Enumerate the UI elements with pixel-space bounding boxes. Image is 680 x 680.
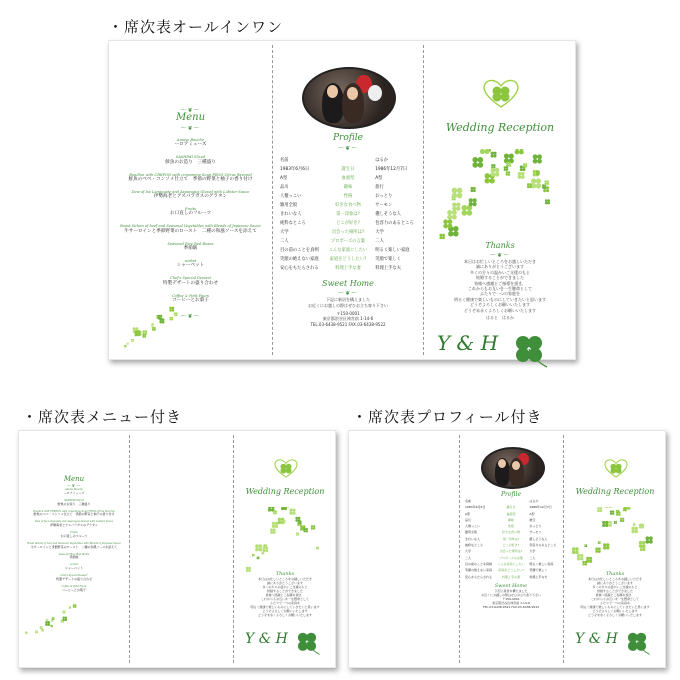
profile-answer: A型 — [375, 176, 383, 182]
menu-item-japanese: シャーベット — [176, 263, 205, 269]
profile-answer: 名前 — [280, 158, 289, 163]
profile-row — [280, 228, 416, 237]
menu-item-japanese: 季節飯 — [183, 246, 198, 251]
menu-item — [19, 564, 129, 571]
profile-answer: 旅行 — [375, 185, 384, 191]
clover-leaf-icon — [41, 629, 44, 632]
ornament-flourish: 〜❦〜 — [489, 252, 511, 259]
profile-answer: 品川 — [280, 185, 289, 191]
clover-leaf-icon — [270, 528, 276, 534]
menu-item-japanese: 鮮魚のお造り 三種盛り — [57, 501, 91, 506]
clover-leaf-icon — [610, 510, 615, 515]
menu-item-english: Coffee & Petit Fours — [171, 293, 210, 298]
fold-line — [563, 435, 564, 663]
reception-title: Wedding Reception — [245, 487, 325, 496]
thanks-title: Thanks — [275, 571, 295, 577]
menu-item — [19, 521, 129, 528]
profile-answer: 優しそうな人 — [529, 536, 548, 541]
profile-header-row — [280, 156, 416, 165]
clover-leaf-icon — [443, 219, 452, 228]
menu-item — [19, 575, 129, 582]
profile-question: どこが好き? — [336, 221, 360, 227]
clover-leaf-icon — [51, 620, 53, 622]
menu-item-english: Bouillon with CREPON with consomme Soup FROG Citrus flavored — [33, 509, 115, 513]
clover-leaf-icon — [69, 606, 71, 608]
profile-answer: 包容力のあるところ — [375, 221, 414, 227]
clover-leaf-icon — [633, 523, 636, 526]
heart-clover-icon — [273, 457, 299, 479]
ornament-flourish: 〜❦〜 — [66, 483, 82, 488]
menu-item — [109, 138, 272, 148]
menu-item-japanese: 特製デザートの盛り合わせ — [162, 280, 219, 286]
profile-answer: 笑顔の絶えない家庭 — [280, 257, 319, 263]
clover-leaf-icon — [533, 154, 542, 163]
menu-item-japanese: コーヒーとお菓子 — [172, 297, 209, 303]
profile-answer: 1986年12月7日 — [375, 167, 408, 173]
profile-answer: 笑顔で楽しく — [375, 257, 401, 263]
clover-leaf-icon — [597, 507, 602, 512]
menu-item — [109, 259, 272, 269]
clover-leaf-icon — [25, 631, 27, 633]
monogram: Y & H — [575, 631, 618, 647]
clover-leaves-icon — [115, 303, 185, 353]
menu-item — [19, 532, 129, 539]
profile-answer: はるか — [529, 499, 539, 503]
clover-leaf-icon — [531, 178, 541, 188]
profile-question: プロポーズの言葉 — [330, 239, 366, 245]
couple-photo — [302, 67, 396, 129]
clover-leaf-icon — [272, 522, 278, 528]
clover-leaf-icon — [544, 180, 549, 185]
clover-leaf-icon — [52, 617, 55, 620]
clover-leaf-icon — [131, 339, 134, 342]
clover-leaf-icon — [645, 536, 652, 543]
four-leaf-clover-icon — [509, 331, 549, 369]
reception-title: Wedding Reception — [575, 487, 655, 496]
signature: はると はるか — [486, 314, 514, 320]
profile-answer: 二人 — [465, 555, 472, 560]
clover-leaf-icon — [472, 157, 483, 168]
menu-item-english: Dew of Ise Langouste and Asparagus Glazed with Lobster Sauce — [131, 189, 250, 194]
menu-item-english: Seasonal Rice Red Beans — [58, 552, 90, 556]
profile-answer: 目の前のことを真剣 — [280, 248, 319, 254]
menu-item — [19, 554, 129, 561]
seating-chart-with-menu — [18, 430, 336, 668]
heart-clover-icon — [603, 457, 629, 479]
clover-leaf-icon — [169, 307, 174, 312]
profile-row — [280, 174, 416, 183]
profile-answer: 1986年12月7日 — [529, 505, 552, 510]
fold-line — [423, 45, 424, 355]
menu-item-japanese: 鮮魚のお造り 三種盛り — [165, 159, 216, 165]
clover-leaves-icon — [435, 149, 565, 249]
menu-item — [109, 173, 272, 183]
clover-leaf-icon — [605, 507, 612, 508]
menu-item — [19, 511, 129, 518]
clover-leaf-icon — [439, 234, 445, 240]
menu-item-english: Coffee & Petit Fours — [61, 584, 87, 588]
menu-item — [19, 586, 129, 593]
clover-leaves-icon — [241, 507, 329, 575]
profile-question: 第一印象は? — [336, 212, 360, 218]
clover-leaf-icon — [584, 544, 587, 547]
fold-line — [129, 435, 130, 663]
menu-item — [109, 207, 272, 217]
profile-answer: 純粋なところ — [465, 543, 484, 548]
profile-answer: サーモン — [375, 203, 393, 209]
profile-row — [280, 192, 416, 201]
clover-leaf-icon — [504, 153, 514, 163]
profile-answer: A型 — [529, 511, 535, 516]
ornament-flourish: 〜❦〜 — [180, 107, 201, 114]
profile-answer: おっとり — [529, 524, 542, 529]
heading-all-in-one: ・席次表オールインワン — [108, 18, 283, 36]
profile-question: 誕生日 — [341, 167, 355, 173]
profile-answer: 純粋なところ — [280, 221, 306, 227]
menu-item — [19, 489, 129, 496]
menu-item-japanese: 伊勢海老とアスパラガスのグラタン — [50, 523, 98, 528]
profile-question: 出会った場所は? — [499, 549, 523, 554]
clover-leaf-icon — [257, 556, 260, 559]
profile-answer: 安心をもたらされる — [280, 266, 319, 272]
menu-item-japanese: お口直しのフルーツ — [60, 533, 88, 538]
menu-item — [109, 155, 272, 165]
profile-row — [280, 201, 416, 210]
profile-answer: 二人 — [375, 239, 384, 245]
menu-item-english: sorbet — [184, 258, 197, 263]
profile-question: 性格 — [507, 524, 514, 529]
ornament-flourish: 〜❦〜 — [180, 312, 201, 320]
profile-answer: 料理上手な夫 — [529, 574, 548, 579]
fold-line — [272, 45, 273, 355]
clover-leaf-icon — [452, 188, 463, 199]
menu-column — [19, 475, 129, 597]
profile-answer: サーモン — [529, 530, 542, 535]
profile-answer: 笑顔の絶えない家庭 — [465, 568, 493, 573]
clover-leaf-icon — [50, 625, 53, 628]
clover-leaves-icon — [571, 507, 659, 575]
menu-column — [109, 105, 272, 320]
profile-answer: 1983年6月6日 — [280, 167, 310, 173]
clover-leaf-icon — [603, 543, 609, 549]
clover-leaf-icon — [469, 198, 477, 206]
thanks-message: 本日はお忙しいところをお越しいただき 誠にありがとうございます 多くの方々の温かいご支援のもと 結婚することができました 皆様へ感謝とご指導を頂き、 これからもお互いを一生懸命として ふたりで一つの家庭を 明るく健康で楽しいものにしていきたいと思います どうぞよろしくお願いいたします どうぞ末永くよろしくお願いいたします — [454, 259, 546, 313]
profile-question: 好きな食べ物 — [335, 203, 361, 209]
clover-leaf-icon — [62, 617, 67, 622]
profile-answer: 雑用全般 — [280, 203, 298, 209]
profile-answer: はるか — [375, 158, 389, 163]
profile-question: 性格 — [343, 194, 353, 200]
clover-leaf-icon — [124, 345, 126, 347]
clover-leaf-icon — [311, 525, 316, 530]
menu-item-english: Seasonal Rice Red Beans — [167, 241, 214, 246]
profile-question — [321, 156, 375, 165]
clover-leaf-icon — [620, 518, 625, 523]
seating-chart-all-in-one — [108, 40, 576, 360]
clover-leaf-icon — [586, 557, 592, 563]
menu-item-english: SASHIMI Sliced — [64, 498, 84, 502]
profile-answer: 大学 — [280, 230, 289, 236]
clover-leaf-icon — [631, 527, 638, 534]
ornament-flourish: 〜❦〜 — [337, 290, 359, 298]
profile-answer: おっとり — [375, 194, 393, 200]
sweet-home-postal: 〒150-0001 — [336, 310, 360, 316]
menu-item — [109, 242, 272, 252]
profile-answer: きれいな人 — [280, 212, 302, 218]
menu-item-english: Dew of Ise Langouste and Asparagus Glazed with Lobster Sauce — [34, 520, 114, 524]
clover-leaf-icon — [296, 532, 299, 535]
clover-leaf-icon — [614, 521, 617, 524]
thanks-title: Thanks — [485, 241, 515, 250]
clover-leaf-icon — [518, 172, 525, 179]
profile-answer: A型 — [280, 176, 288, 182]
menu-item-english: Fruits — [185, 207, 196, 212]
clover-leaf-icon — [35, 630, 38, 633]
menu-item-english: Roast Sirloin of beef and Seasonal Vegetables with Blends of Japanese Sauce — [120, 224, 261, 229]
clover-leaf-icon — [174, 312, 178, 316]
menu-item-english: Roast Sirloin of beef and Seasonal Vegetables with Blends of Japanese Sauce — [27, 541, 121, 545]
profile-answer: 二人 — [280, 239, 289, 245]
clover-leaf-icon — [73, 604, 77, 608]
profile-title: Profile — [333, 133, 363, 143]
clover-leaves-icon — [23, 601, 79, 641]
profile-question: 料理上手な妻 — [501, 574, 520, 579]
clover-leaf-icon — [577, 554, 584, 561]
profile-row — [280, 255, 416, 264]
sweet-home-postal: 〒150-0001 — [502, 596, 520, 601]
profile-answer: 旅行 — [529, 517, 536, 522]
heading-with-profile: ・席次表プロフィール付き — [352, 408, 543, 426]
clover-leaf-icon — [504, 166, 509, 171]
profile-answer: A型 — [465, 511, 471, 516]
thanks-title: Thanks — [605, 571, 625, 577]
sweet-home-title: Sweet Home — [494, 582, 528, 589]
clover-leaf-icon — [126, 343, 128, 345]
menu-item-japanese: お口直しのフルーツ — [170, 211, 211, 217]
clover-leaf-icon — [598, 541, 601, 544]
clover-leaf-icon — [169, 317, 173, 321]
menu-item-japanese: 鮮魚のベベ・コンソメ仕立て 季節の野菜と柚子の香り付け — [33, 512, 115, 517]
profile-table — [274, 156, 422, 273]
profile-answer: 大学 — [465, 549, 472, 554]
clover-leaf-icon — [491, 152, 497, 158]
menu-item-english: Bouillon with CREPON with consomme Soup FROG Citrus flavored — [129, 172, 252, 177]
menu-item-english: Amuse Bouche — [176, 138, 204, 142]
profile-answer: 明るく楽しい家庭 — [375, 248, 410, 254]
four-leaf-clover-icon — [293, 629, 321, 656]
menu-item-japanese: 季節飯 — [69, 555, 79, 560]
profile-answer: 品川 — [465, 517, 472, 522]
profile-answer: 雑用全般 — [465, 530, 478, 535]
profile-question: 出会った場所は? — [331, 230, 365, 236]
clover-leaf-icon — [452, 203, 460, 211]
profile-question: 誕生日 — [506, 505, 516, 510]
clover-leaf-icon — [506, 171, 511, 176]
monogram: Y & H — [437, 331, 499, 355]
profile-question: プロポーズの言葉 — [499, 555, 523, 560]
profile-question: 好きな食べ物 — [501, 530, 520, 535]
four-leaf-clover-icon — [623, 629, 651, 656]
menu-item-japanese: ーロアミューズ — [63, 490, 85, 495]
menu-item — [109, 276, 272, 286]
profile-answer: 明るく楽しい家庭 — [529, 561, 554, 566]
menu-item-english: sorbet — [70, 563, 78, 567]
menu-item-english: SASHIMI Sliced — [175, 155, 206, 160]
sweet-home-tel: TEL.03-6438-9521 FAX.03-6438-9522 — [482, 605, 540, 610]
sweet-home-address: 東京都渋谷区神宮前 1-14-6 — [322, 316, 374, 322]
profile-row — [280, 246, 416, 255]
clover-leaf-icon — [252, 554, 255, 557]
profile-question: 趣味 — [507, 517, 514, 522]
clover-leaf-icon — [447, 210, 457, 220]
menu-item — [109, 224, 272, 234]
profile-question: こんな家庭にしたい — [497, 561, 525, 566]
clover-leaf-icon — [46, 619, 48, 621]
couple-photo — [481, 447, 545, 489]
clover-leaf-icon — [471, 187, 476, 192]
profile-row — [280, 165, 416, 174]
ornament-flourish: 〜❦〜 — [180, 125, 201, 132]
menu-title: Menu — [63, 475, 85, 483]
profile-row — [280, 183, 416, 192]
menu-item-english: Amuse Bouche — [65, 488, 83, 491]
fold-line — [233, 435, 234, 663]
profile-answer: 料理上手な夫 — [375, 266, 401, 272]
profile-row — [280, 210, 416, 219]
profile-answer: 名前 — [465, 499, 472, 503]
clover-leaf-icon — [595, 547, 601, 553]
profile-answer: 笑顔で楽しく — [529, 568, 548, 573]
clover-leaf-icon — [506, 162, 511, 167]
menu-item-japanese: シャーベット — [65, 566, 83, 571]
clover-leaf-icon — [491, 164, 495, 168]
clover-leaf-icon — [316, 547, 319, 550]
clover-leaf-icon — [289, 509, 295, 515]
sweet-home-tel: TEL.03-6438-9521 FAX.03-6438-9522 — [310, 321, 386, 327]
profile-answer: 人懐っこい — [465, 524, 481, 529]
profile-answer: 包容力のあるところ — [529, 543, 557, 548]
profile-answer: 目の前のことを真剣 — [465, 561, 493, 566]
profile-answer: 人懐っこい — [280, 194, 302, 200]
profile-question: 家庭をどうしたい? — [498, 568, 524, 573]
profile-row — [280, 219, 416, 228]
profile-answer: 優しそうな人 — [375, 212, 401, 218]
clover-leaf-icon — [572, 547, 579, 554]
menu-title: Menu — [175, 112, 206, 123]
clover-leaf-icon — [545, 199, 550, 204]
profile-question: 料理上手な妻 — [335, 266, 361, 272]
monogram: Y & H — [245, 631, 288, 647]
sweet-home-title: Sweet Home — [322, 279, 374, 289]
profile-answer: 二人 — [529, 555, 536, 560]
heart-clover-icon — [481, 77, 521, 109]
sweet-home-address: 東京都渋谷区神宮前 1-14-6 — [492, 601, 530, 605]
sweet-home-message: 下記に新居を構えました お近くにお越しの際はぜひお立ち寄り下さい — [308, 297, 388, 308]
profile-question: 家庭をどうしたい? — [329, 257, 367, 263]
menu-item-japanese: コーヒーとお菓子 — [62, 587, 86, 592]
seating-chart-with-profile — [348, 430, 666, 668]
menu-item-japanese: ーロアミューズ — [174, 142, 207, 148]
profile-question: 血液型 — [506, 511, 516, 516]
profile-row — [280, 264, 416, 273]
clover-leaf-icon — [273, 510, 277, 514]
fold-line — [459, 435, 460, 663]
profile-table — [461, 498, 561, 580]
clover-leaf-icon — [152, 327, 156, 331]
profile-row — [280, 237, 416, 246]
profile-question: 趣味 — [343, 185, 353, 191]
menu-item-japanese: 牛サーロインと季節野菜のロースト 二種の和風ソースを添えて — [124, 228, 257, 234]
menu-item-japanese: 伊勢海老とアスパラガスのグラタン — [153, 194, 228, 200]
ornament-flourish: 〜❦〜 — [337, 145, 359, 152]
profile-question: 血液型 — [341, 176, 355, 182]
thanks-message: 本日はお忙しいところをお越しいただき 誠にありがとうございます 多くの方々の温かいご支援のもと 結婚することができました 皆様へ感謝とご指導を頂き、 これからもお互いを一生懸命として ふたりで一つの家庭を 明るく健康で楽しいものにしていきたいと思います どうぞよろしくお願いいたします どうぞ末永くよろしくお願いいたします — [580, 577, 650, 618]
menu-item-japanese: 鮮魚のベベ・コンソメ仕立て 季節の野菜と柚子の香り付け — [128, 176, 253, 182]
menu-item — [19, 543, 129, 550]
profile-answer: 1983年6月6日 — [465, 505, 486, 510]
menu-item-english: Fruits — [70, 531, 78, 535]
profile-question: こんな家庭にしたい — [328, 248, 368, 254]
clover-leaf-icon — [491, 168, 500, 177]
clover-leaf-icon — [480, 149, 490, 154]
menu-items — [109, 138, 272, 304]
profile-answer: 安心をもたらされる — [465, 574, 493, 579]
clover-leaf-icon — [62, 610, 65, 613]
profile-answer: きれいな人 — [465, 536, 481, 541]
reception-title: Wedding Reception — [445, 121, 555, 134]
profile-row — [465, 574, 557, 580]
menu-item — [19, 500, 129, 507]
clover-leaf-icon — [515, 149, 524, 154]
clover-leaf-icon — [40, 626, 43, 629]
clover-leaf-icon — [45, 621, 50, 626]
profile-question: どこが好き? — [502, 543, 520, 548]
clover-leaf-icon — [255, 544, 262, 551]
profile-question: 第一印象は? — [502, 536, 520, 541]
menu-item-english: Chef's Special Dessert — [170, 276, 211, 281]
menu-item-japanese: 特製デザートの盛り合わせ — [55, 577, 92, 581]
profile-answer: 大学 — [529, 549, 536, 554]
menu-item-japanese: 牛サーロインと季節野菜のロースト 二種の和風ソースを添えて — [30, 544, 118, 549]
menu-item-english: Chef's Special Dessert — [60, 574, 88, 578]
thanks-message: 本日はお忙しいところをお越しいただき 誠にありがとうございます 多くの方々の温かいご支援のもと 結婚することができました 皆様へ感謝とご指導を頂き、 これからもお互いを一生懸命として ふたりで一つの家庭を 明るく健康で楽しいものにしていきたいと思います どうぞよろしくお願いいたします どうぞ末永くよろしくお願いいたします — [250, 577, 320, 618]
menu-items — [19, 489, 129, 593]
heading-with-menu: ・席次表メニュー付き — [22, 408, 183, 426]
clover-leaf-icon — [462, 205, 473, 216]
sweet-home-message: 下記に新居を構えました お近くにお越しの際はぜひお立ち寄り下さい — [480, 588, 541, 597]
profile-title: Profile — [501, 491, 521, 498]
profile-answer: 大学 — [375, 230, 384, 236]
menu-item — [109, 190, 272, 200]
